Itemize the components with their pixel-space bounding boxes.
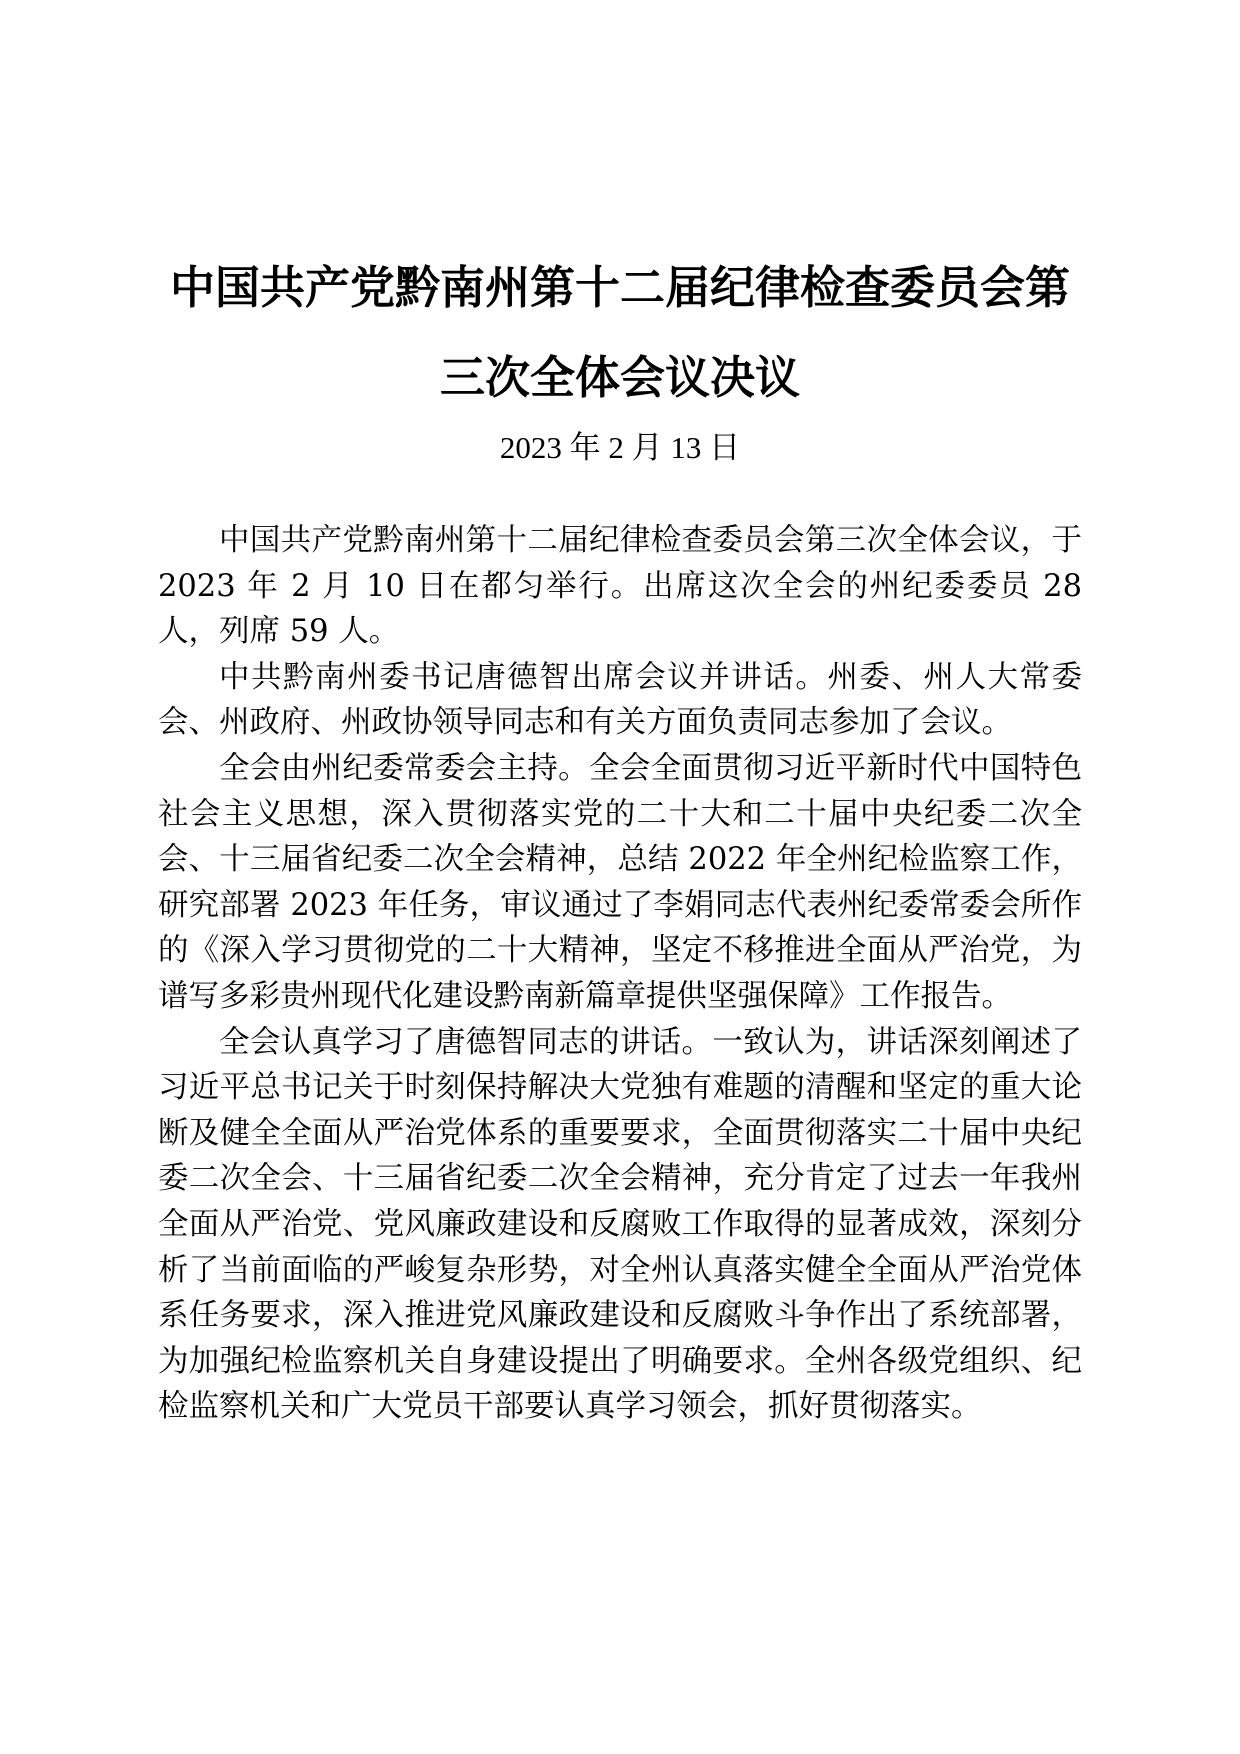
document-title-line-2: 三次全体会议决议 <box>439 351 800 404</box>
document-body <box>158 518 1082 1430</box>
paragraph: 中共黔南州委书记唐德智出席会议并讲话。州委、州人大常委会、州政府、州政协领导同志和有关方面负责同志参加了会议。 <box>158 659 1082 741</box>
paragraph: 全会由州纪委常委会主持。全会全面贯彻习近平新时代中国特色社会主义思想，深入贯彻落实党的二十大和二十届中央纪委二次全会、十三届省纪委二次全会精神，总结 2022 年全州纪检监察工作，研究部署 2023 年任务，审议通过了李娟同志代表州纪委常委会所作的《深入学习贯彻党的二十大精神，坚定不移推进全面从严治党，为谱写多彩贵州现代化建设黔南新篇章提供坚强保障》工作报告。 <box>158 750 1082 1014</box>
document-date: 2023 年 2 月 13 日 <box>499 430 741 465</box>
paragraph: 中国共产党黔南州第十二届纪律检查委员会第三次全体会议，于 2023 年 2 月 10 日在都匀举行。出席这次全会的州纪委委员 28 人，列席 59 人。 <box>158 523 1082 650</box>
document-title-line-1: 中国共产党黔南州第十二届纪律检查委员会第 <box>169 261 1070 314</box>
paragraph: 全会认真学习了唐德智同志的讲话。一致认为，讲话深刻阐述了习近平总书记关于时刻保持解决大党独有难题的清醒和坚定的重大论断及健全全面从严治党体系的重要要求，全面贯彻落实二十届中央纪委二次全会、十三届省纪委二次全会精神，充分肯定了过去一年我州全面从严治党、党风廉政建设和反腐败工作取得的显著成效，深刻分析了当前面临的严峻复杂形势，对全州认真落实健全全面从严治党体系任务要求，深入推进党风廉政建设和反腐败斗争作出了系统部署，为加强纪检监察机关自身建设提出了明确要求。全州各级党组织、纪检监察机关和广大党员干部要认真学习领会，抓好贯彻落实。 <box>158 1024 1082 1425</box>
